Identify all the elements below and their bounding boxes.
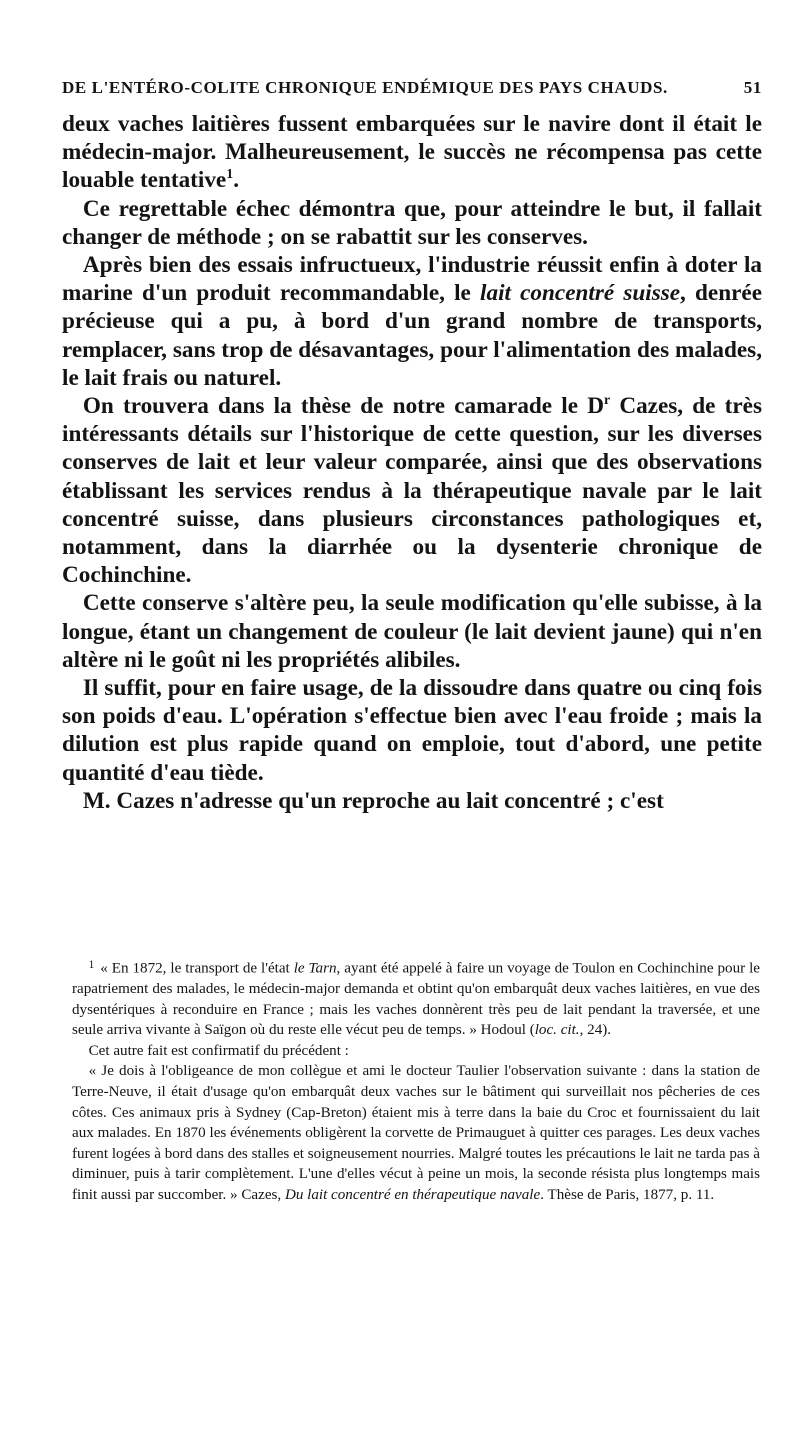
- paragraph-6: Il suffit, pour en faire usage, de la dissoudre dans quatre ou cinq fois son poids d'eau. L'opération s'effectue bien avec l'eau froide ; mais la dilution est plus rapide quand on emploie, tout d'abord, une petite quantité d'eau tiède.: [62, 675, 762, 786]
- paragraph-1: deux vaches laitières fussent embarquées sur le navire dont il était le médecin-major. Malheureusement, le succès ne récompensa pas cette louable tentative$^1$.: [62, 111, 762, 194]
- page-number: 51: [743, 78, 762, 97]
- footnote-continuation: Cet autre fait est confirmatif du précédent :: [88, 1042, 349, 1059]
- page: [62, 78, 762, 815]
- footnote-quote: « Je dois à l'obligeance de mon collègue et ami le docteur Taulier l'observation suivante : dans la station de Terre-Neuve, il était d'usage qu'on embarquât deux vaches sur le bâtiment qui surveillait nos pêcheries de ces côtes. Ces animaux pris à Sydney (Cap-Breton) étaient mis à terre dans la baie du Croc et fournissaient du lait aux malades. En 1870 les événements obligèrent la corvette de Primauguet à quitter ces parages. Les deux vaches furent logées à bord dans des stalles et soigneusement nourries. Malgré toutes les précautions le lait ne tarda pas à diminuer, puis à tarir complètement. L'une d'elles vécut à peine un mois, la seconde résista plus longtemps mais finit aussi par succomber. » Cazes, Du lait concentré en thérapeutique navale. Thèse de Paris, 1877, p. 11.: [72, 1063, 760, 1204]
- footnote-ref-1: 1: [226, 167, 234, 183]
- paragraph-2: Ce regrettable échec démontra que, pour atteindre le but, il fallait changer de méthode ; on se rabattit sur les conserves.: [62, 195, 762, 250]
- running-header: [62, 78, 762, 98]
- paragraph-3: Après bien des essais infructueux, l'industrie réussit enfin à doter la marine d'un produit recommandable, le lait concentré suisse, denrée précieuse qui a pu, à bord d'un grand nombre de transports, remplacer, sans trop de désavantages, pour l'alimentation des malades, le lait frais ou naturel.: [62, 252, 762, 391]
- main-text: [62, 110, 762, 815]
- paragraph-5: Cette conserve s'altère peu, la seule modification qu'elle subisse, à la longue, étant un changement de couleur (le lait devient jaune) qui n'en altère ni le goût ni les propriétés alibiles.: [62, 590, 762, 673]
- running-title: DE L'ENTÉRO-COLITE CHRONIQUE ENDÉMIQUE DES PAYS CHAUDS.: [62, 78, 668, 97]
- footnotes: [72, 955, 760, 1206]
- footnote-mark: 1: [88, 959, 95, 971]
- paragraph-4: On trouvera dans la thèse de notre camarade le $D^r$ Cazes, de très intéressants détails sur l'historique de cette question, sur les diverses conserves de lait et leur valeur comparée, ainsi que des observations établissant les services rendus à la thérapeutique navale par le lait concentré suisse, dans plusieurs circonstances pathologiques et, notamment, dans la diarrhée ou la dysenterie chronique de Cochinchine.: [62, 392, 762, 589]
- paragraph-7: M. Cazes n'adresse qu'un reproche au lait concentré ; c'est: [82, 787, 664, 814]
- footnote-1: $^1$ « En 1872, le transport de l'état le Tarn, ayant été appelé à faire un voyage de Toulon en Cochinchine pour le rapatriement des malades, le médecin-major demanda et obtint qu'on embarquât deux vaches laitières, en vue des dysentériques à reconduire en France ; mais les vaches donnèrent très peu de lait pendant la traversée, et une seule arriva vivante à Saïgon où du reste elle vécut peu de temps. » Hodoul (loc. cit., 24).: [72, 959, 760, 1039]
- italic-product-name: lait concentré suisse: [480, 280, 681, 307]
